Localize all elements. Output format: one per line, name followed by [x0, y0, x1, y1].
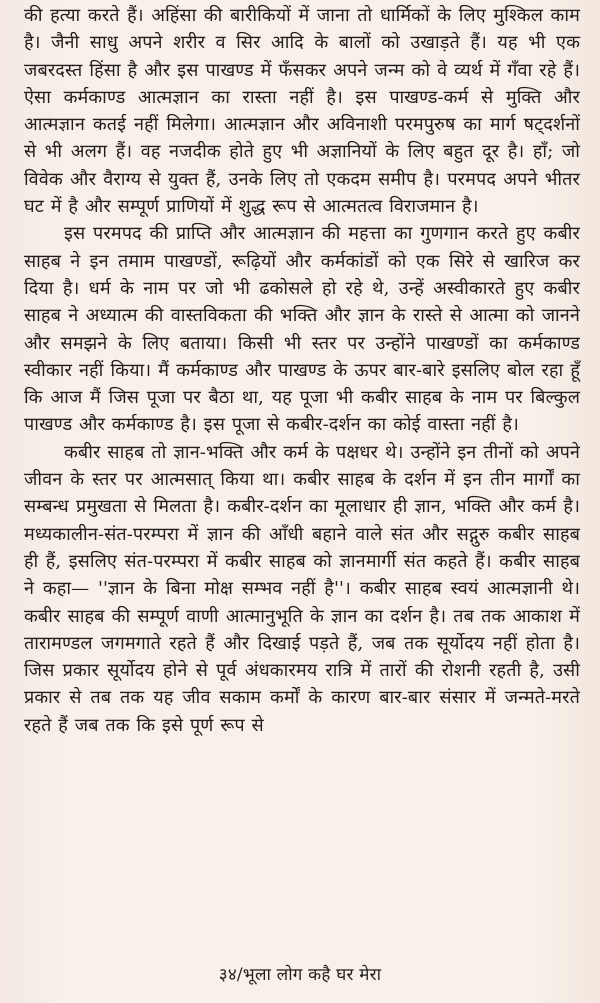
paragraph-1: की हत्या करते हैं। अहिंसा की बारीकियों में जाना तो धार्मिकों के लिए मुश्किल काम है। जैनी साधु अपने शरीर व सिर आदि के बालों को उखाड़ते हैं। यह भी एक जबरदस्त हिंसा है और इस पाखण्ड में फँसकर अपने जन्म को वे व्यर्थ में गँवा रहे हैं। ऐसा कर्मकाण्ड आत्मज्ञान का रास्ता नहीं है। इस पाखण्ड-कर्म से मुक्ति और आत्मज्ञान कतई नहीं मिलेगा। आत्मज्ञान और अविनाशी परमपुरुष का मार्ग षट्दर्शनों से भी अलग हैं। वह नजदीक होते हुए भी अज्ञानियों के लिए बहुत दूर है। हाँ; जो विवेक और वैराग्य से युक्त हैं, उनके लिए तो एकदम समीप है। परमपद अपने भीतर घट में है और सम्पूर्ण प्राणियों में शुद्ध रूप से आत्मतत्व विराजमान है।	[24, 5, 580, 218]
page-footer: ३४/भूला लोग कहै घर मेरा	[218, 965, 382, 985]
paragraph-3: कबीर साहब तो ज्ञान-भक्ति और कर्म के पक्षधर थे। उन्होंने इन तीनों को अपने जीवन के स्तर पर आत्मसात् किया था। कबीर साहब के दर्शन में इन तीन मार्गों का सम्बन्ध प्रमुखता से मिलता है। कबीर-दर्शन का मूलाधार ही ज्ञान, भक्ति और कर्म है। मध्यकालीन-संत-परम्परा में ज्ञान की आँधी बहाने वाले संत और सद्गुरु कबीर साहब ही हैं, इसलिए संत-परम्परा में कबीर साहब को ज्ञानमार्गी संत कहते हैं। कबीर साहब ने कहा— ''ज्ञान के बिना मोक्ष सम्भव नहीं है''। कबीर साहब स्वयं आत्मज्ञानी थे। कबीर साहब की सम्पूर्ण वाणी आत्मानुभूति के ज्ञान का दर्शन है। तब तक आकाश में तारामण्डल जगमगाते रहते हैं और दिखाई पड़ते हैं, जब तक सूर्योदय नहीं होता है। जिस प्रकार सूर्योदय होने से पूर्व अंधकारमय रात्रि में तारों की रोशनी रहती है, उसी प्रकार से तब तक यह जीव सकाम कर्मों के कारण बार-बार संसार में जन्मते-मरते रहते हैं जब तक कि इसे पूर्ण रूप से	[24, 441, 580, 736]
paragraph-2: इस परमपद की प्राप्ति और आत्मज्ञान की महत्ता का गुणगान करते हुए कबीर साहब ने इन तमाम पाखण्डों, रूढ़ियों और कर्मकांडों को एक सिरे से खारिज कर दिया है। धर्म के नाम पर जो भी ढकोसले हो रहे थे, उन्हें अस्वीकारते हुए कबीर साहब ने अध्यात्म की वास्तविकता की भक्ति और ज्ञान के रास्ते से आत्मा को जानने और समझने के लिए बताया। किसी भी स्तर पर उन्होंने पाखण्डों का कर्मकाण्ड स्वीकार नहीं किया। मैं कर्मकाण्ड और पाखण्ड के ऊपर बार-बारे इसलिए बोल रहा हूँ कि आज मैं जिस पूजा पर बैठा था, यह पूजा भी कबीर साहब के नाम पर बिल्कुल पाखण्ड और कर्मकाण्ड है। इस पूजा से कबीर-दर्शन का कोई वास्ता नहीं है।	[24, 223, 580, 436]
